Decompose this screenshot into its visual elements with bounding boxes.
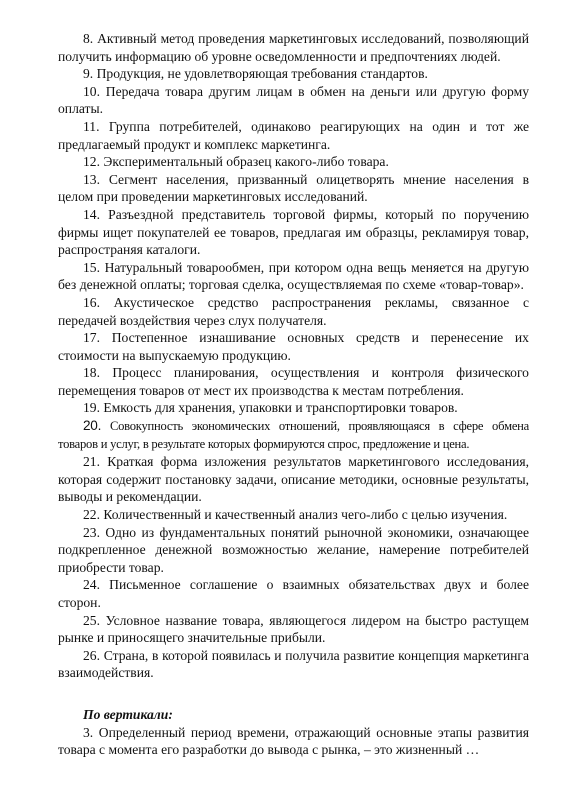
clue-number: 13. — [83, 171, 100, 187]
clue-number: 9. — [83, 66, 94, 82]
clue-item — [58, 65, 529, 83]
clue-number: 15. — [83, 259, 100, 275]
clue-text: Сегмент населения, призванный олицетворять мнение населения в целом при проведении маркетинговых исследований. — [58, 171, 529, 205]
clue-number: 22. — [83, 507, 100, 523]
clue-text: Продукция, не удовлетворяющая требования стандартов. — [96, 66, 428, 82]
clue-item — [58, 294, 529, 329]
clue-item — [58, 329, 529, 364]
clue-number: 3. — [83, 724, 94, 740]
clue-text: Одно из фундаментальных понятий рыночной экономики, означающее подкрепленное денежной возможностью желание, намерение потребителей приобрести товар. — [58, 524, 529, 575]
clue-text: Натуральный товарообмен, при котором одна вещь меняется на другую без денежной оплаты; торговая сделка, осуществляемая по схеме «товар-товар». — [58, 259, 529, 293]
clue-item — [58, 576, 529, 611]
clue-item — [58, 30, 529, 65]
clue-number: 14. — [83, 206, 100, 222]
clue-item — [58, 364, 529, 399]
clue-item — [58, 259, 529, 294]
clue-item — [58, 612, 529, 647]
clue-item — [58, 83, 529, 118]
clue-number: 10. — [83, 83, 100, 99]
vertical-clues-list — [58, 724, 529, 759]
clue-text: Активный метод проведения маркетинговых исследований, позволяющий получить информацию об уровне осведомленности и предпочтениях людей. — [58, 31, 529, 64]
clue-text: Определенный период времени, отражающий основные этапы развития товара с момента его разработки до вывода с рынка, – это жизненный … — [58, 724, 529, 758]
clue-item — [58, 417, 529, 453]
clue-number: 17. — [83, 330, 100, 346]
clue-item — [58, 647, 529, 682]
clue-text: Краткая форма изложения результатов маркетингового исследования, которая содержит постановку задачи, описание методики, основные результаты, выводы и рекомендации. — [58, 454, 529, 505]
clue-item — [58, 724, 529, 759]
clue-text: Совокупность экономических отношений, проявляющаяся в сфере обмена товаров и услуг, в результате которых формируются спрос, предложение и цена. — [58, 419, 529, 451]
clue-number: 16. — [83, 294, 100, 310]
clue-number: 19. — [83, 400, 100, 416]
clue-number: 26. — [83, 647, 100, 663]
clue-number: 8. — [83, 31, 94, 46]
clue-item — [58, 453, 529, 506]
clue-text: Постепенное изнашивание основных средств и перенесение их стоимости на выпускаемую продукцию. — [58, 330, 529, 363]
clue-number: 25. — [83, 612, 100, 628]
clue-text: Акустическое средство распространения рекламы, связанное с передачей воздействия через слух получателя. — [58, 294, 529, 328]
clue-text: Емкость для хранения, упаковки и транспортировки товаров. — [103, 400, 458, 416]
clue-text: Условное название товара, являющегося лидером на быстро растущем рынке и приносящего значительные прибыли. — [58, 612, 529, 646]
clue-item — [58, 118, 529, 153]
clue-text: Письменное соглашение о взаимных обязательствах двух и более сторон. — [58, 577, 529, 610]
clue-text: Количественный и качественный анализ чего-либо с целью изучения. — [103, 507, 508, 523]
clue-text: Экспериментальный образец какого-либо товара. — [103, 154, 389, 170]
clue-item — [58, 399, 529, 417]
clue-number: 18. — [83, 365, 100, 381]
clue-item — [58, 171, 529, 206]
clue-item — [58, 206, 529, 259]
clue-number: 24. — [83, 577, 100, 593]
clue-text: Процесс планирования, осуществления и контроля физического перемещения товаров от мест их производства к местам потребления. — [58, 365, 529, 398]
clue-item — [58, 524, 529, 577]
clue-number: 11. — [83, 118, 100, 134]
clue-number: 21. — [83, 454, 100, 470]
clue-number: 20. — [83, 418, 102, 434]
clue-text: Разъездной представитель торговой фирмы, который по поручению фирмы ищет покупателей ее товаров, предлагая им образцы, рекламируя товар, распространяя каталоги. — [58, 206, 529, 258]
clue-number: 12. — [83, 154, 100, 170]
clue-text: Передача товара другим лицам в обмен на деньги или другую форму оплаты. — [58, 83, 529, 117]
section-heading-vertical: По вертикали: — [83, 706, 173, 722]
clue-item — [58, 153, 529, 171]
clue-item — [58, 506, 529, 524]
horizontal-clues-list — [58, 30, 529, 682]
clue-text: Страна, в которой появилась и получила развитие концепция маркетинга взаимодействия. — [58, 647, 529, 681]
clue-text: Группа потребителей, одинаково реагирующих на один и тот же предлагаемый продукт и комплекс маркетинга. — [58, 118, 530, 152]
clue-number: 23. — [83, 524, 100, 540]
